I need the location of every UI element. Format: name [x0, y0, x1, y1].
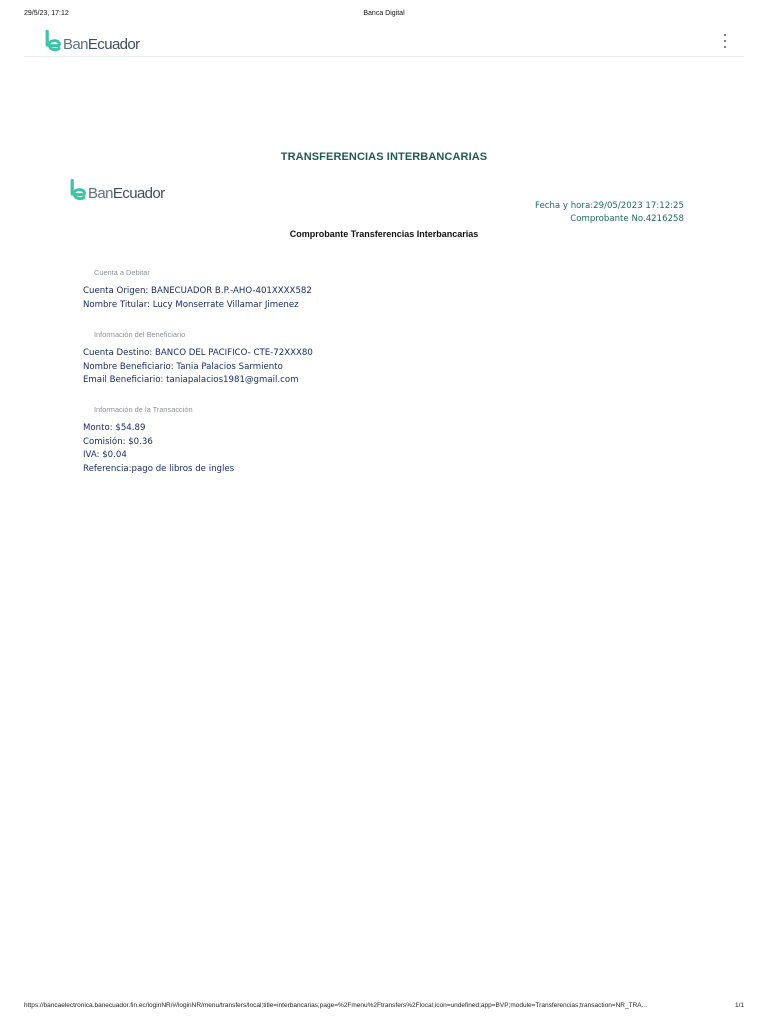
- section-beneficiario: [83, 347, 313, 388]
- email-beneficiario: Email Beneficiario: taniapalacios1981@gmail.com: [83, 375, 299, 385]
- receipt-meta: [535, 200, 684, 226]
- logo-wordmark: BanEcuador: [88, 185, 165, 202]
- receipt-title: Comprobante Transferencias Interbancarias: [289, 229, 479, 239]
- banecuador-logo-mark-icon: [45, 30, 62, 52]
- referencia: Referencia:pago de libros de ingles: [83, 463, 235, 474]
- receipt-logo: [70, 179, 165, 201]
- nombre-titular: Nombre Titular: Lucy Monserrate Villamar Jimenez: [83, 299, 299, 310]
- section-cuenta-debitar: [83, 285, 312, 312]
- banecuador-logo[interactable]: [45, 30, 140, 52]
- section-label-cuenta-debitar: Cuenta a Debitar: [94, 268, 150, 277]
- print-page-title: Banca Digital: [363, 10, 405, 17]
- cuenta-destino: Cuenta Destino: BANCO DEL PACIFICO- CTE-72XXX80: [83, 348, 313, 358]
- fecha-hora: Fecha y hora:29/05/2023 17:12:25: [534, 201, 684, 211]
- print-url: https://bancaelectronica.banecuador.fin.ec/loginNR/#/loginNR/menu/transfers/local;title=interbancarias;page=%2Fmenu%2Ftransfers%2Flocal;icon=undefined;app=BVP;module=Transferencias;transaction=NR_TRA...: [24, 1002, 648, 1009]
- print-date: 29/5/23, 17:12: [24, 10, 69, 17]
- monto: Monto: $54.89: [83, 423, 146, 433]
- section-transaccion: [83, 422, 234, 476]
- nombre-beneficiario: Nombre Beneficiario: Tania Palacios Sarmiento: [83, 361, 283, 372]
- comprobante-number: Comprobante No.4216258: [570, 214, 684, 224]
- banecuador-logo-mark-icon: [70, 179, 87, 201]
- document-title: TRANSFERENCIAS INTERBANCARIAS: [280, 151, 488, 163]
- logo-wordmark: BanEcuador: [63, 36, 140, 53]
- print-footer: [24, 1002, 744, 1012]
- more-options-icon[interactable]: [722, 34, 728, 48]
- iva: IVA: $0.04: [83, 450, 127, 460]
- section-label-transaccion: Información de la Transacción: [94, 405, 193, 414]
- app-bar: [24, 26, 744, 57]
- print-header: [24, 10, 744, 22]
- page-number: 1/1: [734, 1002, 744, 1009]
- section-label-beneficiario: Información del Beneficiario: [94, 330, 186, 339]
- comision: Comisión: $0.36: [83, 436, 153, 447]
- cuenta-origen: Cuenta Origen: BANECUADOR B.P.-AHO-401XXXX582: [83, 286, 312, 296]
